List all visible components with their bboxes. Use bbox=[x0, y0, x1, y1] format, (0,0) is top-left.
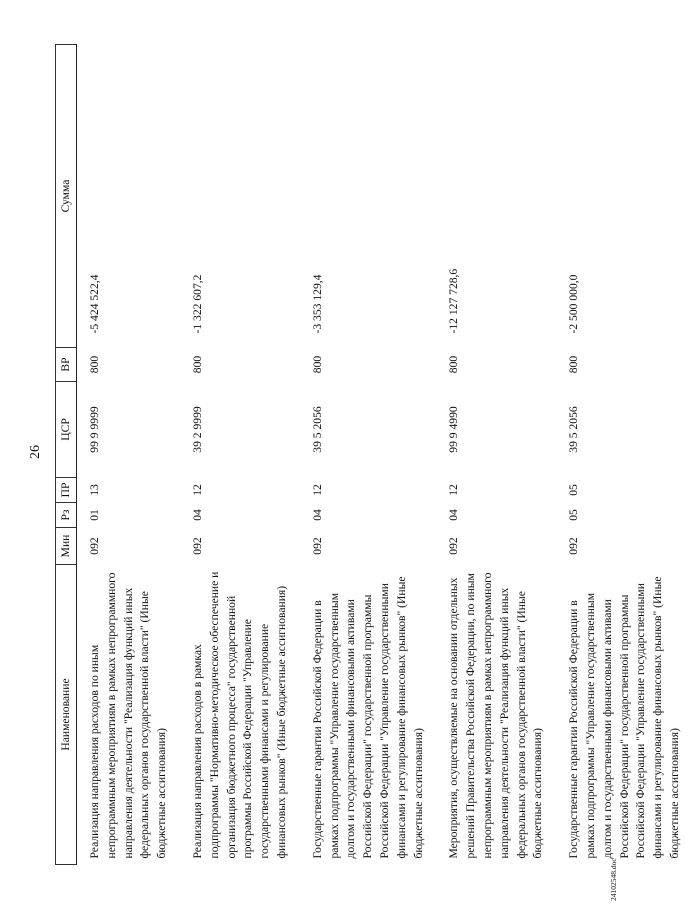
document-filename: 24102548.doc bbox=[609, 858, 618, 901]
row-vr: 800 bbox=[310, 355, 324, 374]
row-pr: 05 bbox=[567, 484, 581, 496]
row-rz: 04 bbox=[447, 509, 461, 521]
row-name: Реализация направления расходов по иным непрограммным мероприятиям в рамках непрограммного направления деятельности "Реализация функций иных федеральных органов государственной власти" (Иные бюджетные ассигнования) bbox=[88, 572, 169, 859]
row-vr: 800 bbox=[190, 355, 204, 374]
header-rz: Рз bbox=[56, 503, 77, 528]
row-vr: 800 bbox=[567, 355, 581, 374]
header-min: Мин bbox=[56, 528, 77, 565]
row-sum: -5 424 522,4 bbox=[88, 274, 101, 334]
row-pr: 13 bbox=[88, 484, 101, 496]
header-vr: ВР bbox=[56, 348, 77, 382]
row-csr: 39 2 9999 bbox=[190, 406, 204, 453]
table-row bbox=[556, 45, 693, 865]
row-sum: -3 353 129,4 bbox=[310, 274, 324, 334]
page-number: 26 bbox=[28, 445, 43, 459]
row-sum: -12 127 728,6 bbox=[447, 268, 461, 334]
row-min: 092 bbox=[310, 537, 324, 555]
row-csr: 39 5 2056 bbox=[567, 406, 581, 453]
header-sum: Сумма bbox=[56, 45, 77, 348]
row-pr: 12 bbox=[190, 484, 204, 496]
row-min: 092 bbox=[447, 537, 461, 555]
row-name: Реализация направления расходов в рамках подпрограммы "Нормативно-методическое обеспечение и организация бюджетного процесса" государственной программы Российской Федерации "Управление государственными финансами и регулирование финансовых рынков" (Иные бюджетные ассигнования) bbox=[190, 571, 288, 859]
row-csr: 99 9 9999 bbox=[88, 406, 101, 453]
table-row bbox=[77, 45, 180, 865]
row-pr: 12 bbox=[447, 484, 461, 496]
row-sum: -2 500 000,0 bbox=[567, 274, 581, 334]
row-min: 092 bbox=[88, 537, 101, 555]
row-pr: 12 bbox=[310, 484, 324, 496]
header-csr: ЦСР bbox=[56, 382, 77, 478]
table-row bbox=[300, 45, 437, 865]
row-csr: 99 9 4990 bbox=[447, 406, 461, 453]
row-rz: 05 bbox=[567, 509, 581, 521]
row-min: 092 bbox=[190, 537, 204, 555]
row-vr: 800 bbox=[447, 355, 461, 374]
row-rz: 01 bbox=[88, 509, 101, 521]
header-pr: ПР bbox=[56, 478, 77, 503]
row-name: Государственные гарантии Российской Федерации в рамках подпрограммы "Управление государственным долгом и государственными финансовыми активами Российской Федерации" государственной программы Российской Федерации "Управление государственными финансами и регулирование финансовых рынков" (Иные бюджетные ассигнования) bbox=[567, 576, 681, 859]
row-min: 092 bbox=[567, 537, 581, 555]
row-vr: 800 bbox=[88, 355, 101, 374]
row-csr: 39 5 2056 bbox=[310, 406, 324, 453]
row-sum: -1 322 607,2 bbox=[190, 274, 204, 334]
row-name: Государственные гарантии Российской Федерации в рамках подпрограммы "Управление государственным долгом и государственными финансовыми активами Российской Федерации" государственной программы Российской Федерации "Управление государственными финансами и регулирование финансовых рынков" (Иные бюджетные ассигнования) bbox=[310, 576, 425, 859]
table-row bbox=[180, 45, 300, 865]
row-rz: 04 bbox=[190, 509, 204, 521]
table-row bbox=[436, 45, 556, 865]
header-name: Наименование bbox=[56, 565, 77, 865]
budget-table bbox=[55, 44, 693, 865]
table-header-row bbox=[56, 45, 77, 865]
row-rz: 04 bbox=[310, 509, 324, 521]
row-name: Мероприятия, осуществляемые на основании отдельных решений Правительства Российской Федерации, по иным непрограммным мероприятиям в рамках непрограммного направления деятельности "Реализация функций иных федеральных органов государственной власти" (Иные бюджетные ассигнования) bbox=[447, 572, 545, 859]
